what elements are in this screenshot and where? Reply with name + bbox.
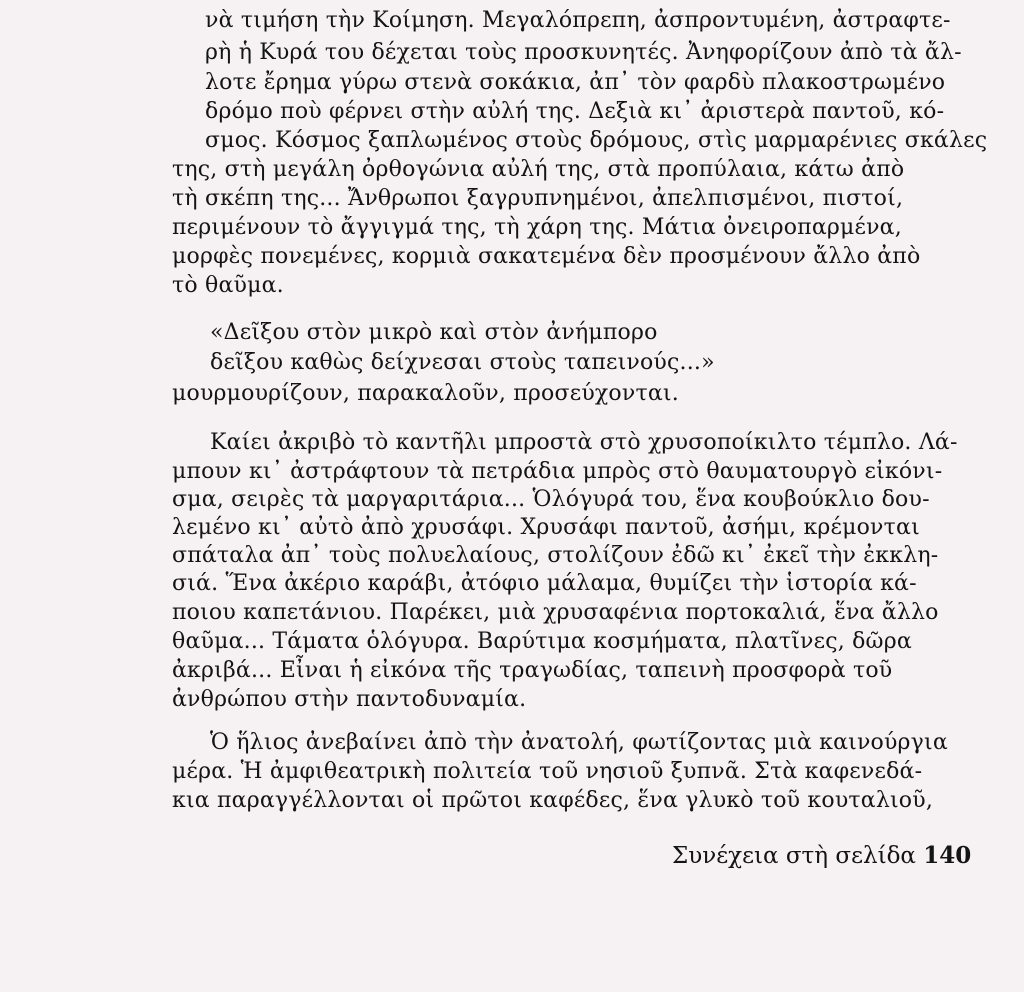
text-line: ρὴ ἡ Κυρά του δέχεται τοὺς προσκυνητές. Ἀνηφορίζουν ἀπὸ τὰ ἄλ- — [205, 40, 962, 65]
text-line: μπουν κι᾿ ἀστράφτουν τὰ πετράδια μπρὸς στὸ θαυματουργὸ εἰκόνι- — [172, 459, 943, 484]
continued-page-number: 140 — [923, 842, 972, 869]
text-line: Καίει ἀκριβὸ τὸ καντῆλι μπροστὰ στὸ χρυσοποίκιλτο τέμπλο. Λά- — [210, 430, 958, 455]
verse-line: «Δεῖξου στὸν μικρὸ καὶ στὸν ἀνήμπορο — [210, 320, 658, 345]
text-line: δρόμο ποὺ φέρνει στὴν αὐλή της. Δεξιὰ κι᾿ ἀριστερὰ παντοῦ, κό- — [205, 99, 945, 124]
text-line: θαῦμα... Τάματα ὁλόγυρα. Βαρύτιμα κοσμήματα, πλατῖνες, δῶρα — [172, 629, 912, 654]
text-line: της, στὴ μεγάλη ὀρθογώνια αὐλή της, στὰ προπύλαια, κάτω ἀπὸ — [172, 157, 905, 182]
continued-note — [672, 842, 971, 870]
verse-line: δεῖξου καθὼς δείχνεσαι στοὺς ταπεινούς...» — [210, 350, 715, 375]
text-line: ποιου καπετάνιου. Παρέκει, μιὰ χρυσαφένια πορτοκαλιά, ἕνα ἄλλο — [172, 600, 939, 625]
text-line: περιμένουν τὸ ἄγγιγμά της, τὴ χάρη της. Μάτια ὀνειροπαρμένα, — [172, 215, 902, 240]
continued-label: Συνέχεια στὴ σελίδα — [672, 843, 924, 869]
text-line: μουρμουρίζουν, παρακαλοῦν, προσεύχονται. — [172, 381, 679, 406]
text-line: τὴ σκέπη της... Ἄνθρωποι ξαγρυπνημένοι, ἀπελπισμένοι, πιστοί, — [172, 186, 904, 211]
text-line: μέρα. Ἡ ἀμφιθεατρικὴ πολιτεία τοῦ νησιοῦ ξυπνᾶ. Στὰ καφενεδά- — [172, 759, 923, 784]
text-line: ἀκριβά... Εἶναι ἡ εἰκόνα τῆς τραγωδίας, ταπεινὴ προσφορὰ τοῦ — [172, 658, 893, 683]
text-line: λεμένο κι᾿ αὐτὸ ἀπὸ χρυσάφι. Χρυσάφι παντοῦ, ἀσήμι, κρέμονται — [172, 515, 920, 540]
text-line: σπάταλα ἀπ᾿ τοὺς πολυελαίους, στολίζουν ἐδῶ κι᾿ ἐκεῖ τὴν ἐκκλη- — [172, 543, 939, 568]
text-line: μορφὲς πονεμένες, κορμιὰ σακατεμένα δὲν προσμένουν ἄλλο ἀπὸ — [172, 244, 921, 269]
text-line: λοτε ἔρημα γύρω στενὰ σοκάκια, ἀπ᾿ τὸν φαρδὺ πλακοστρωμένο — [205, 70, 946, 95]
text-line: ἀνθρώπου στὴν παντοδυναμία. — [172, 687, 527, 712]
text-line: νὰ τιμήση τὴν Κοίμηση. Μεγαλόπρεπη, ἀσπροντυμένη, ἀστραφτε- — [205, 8, 951, 33]
text-line: κια παραγγέλλονται οἱ πρῶτοι καφέδες, ἕνα γλυκὸ τοῦ κουταλιοῦ, — [172, 788, 934, 813]
text-line: τὸ θαῦμα. — [172, 273, 284, 298]
text-line: σμος. Κόσμος ξαπλωμένος στοὺς δρόμους, στὶς μαρμαρένιες σκάλες — [205, 128, 988, 153]
text-line: σιά. Ἕνα ἀκέριο καράβι, ἀτόφιο μάλαμα, θυμίζει τὴν ἱστορία κά- — [172, 571, 917, 596]
text-line: Ὁ ἥλιος ἀνεβαίνει ἀπὸ τὴν ἀνατολή, φωτίζοντας μιὰ καινούργια — [210, 730, 948, 755]
text-line: σμα, σειρὲς τὰ μαργαριτάρια... Ὁλόγυρά του, ἕνα κουβούκλιο δου- — [172, 487, 930, 512]
